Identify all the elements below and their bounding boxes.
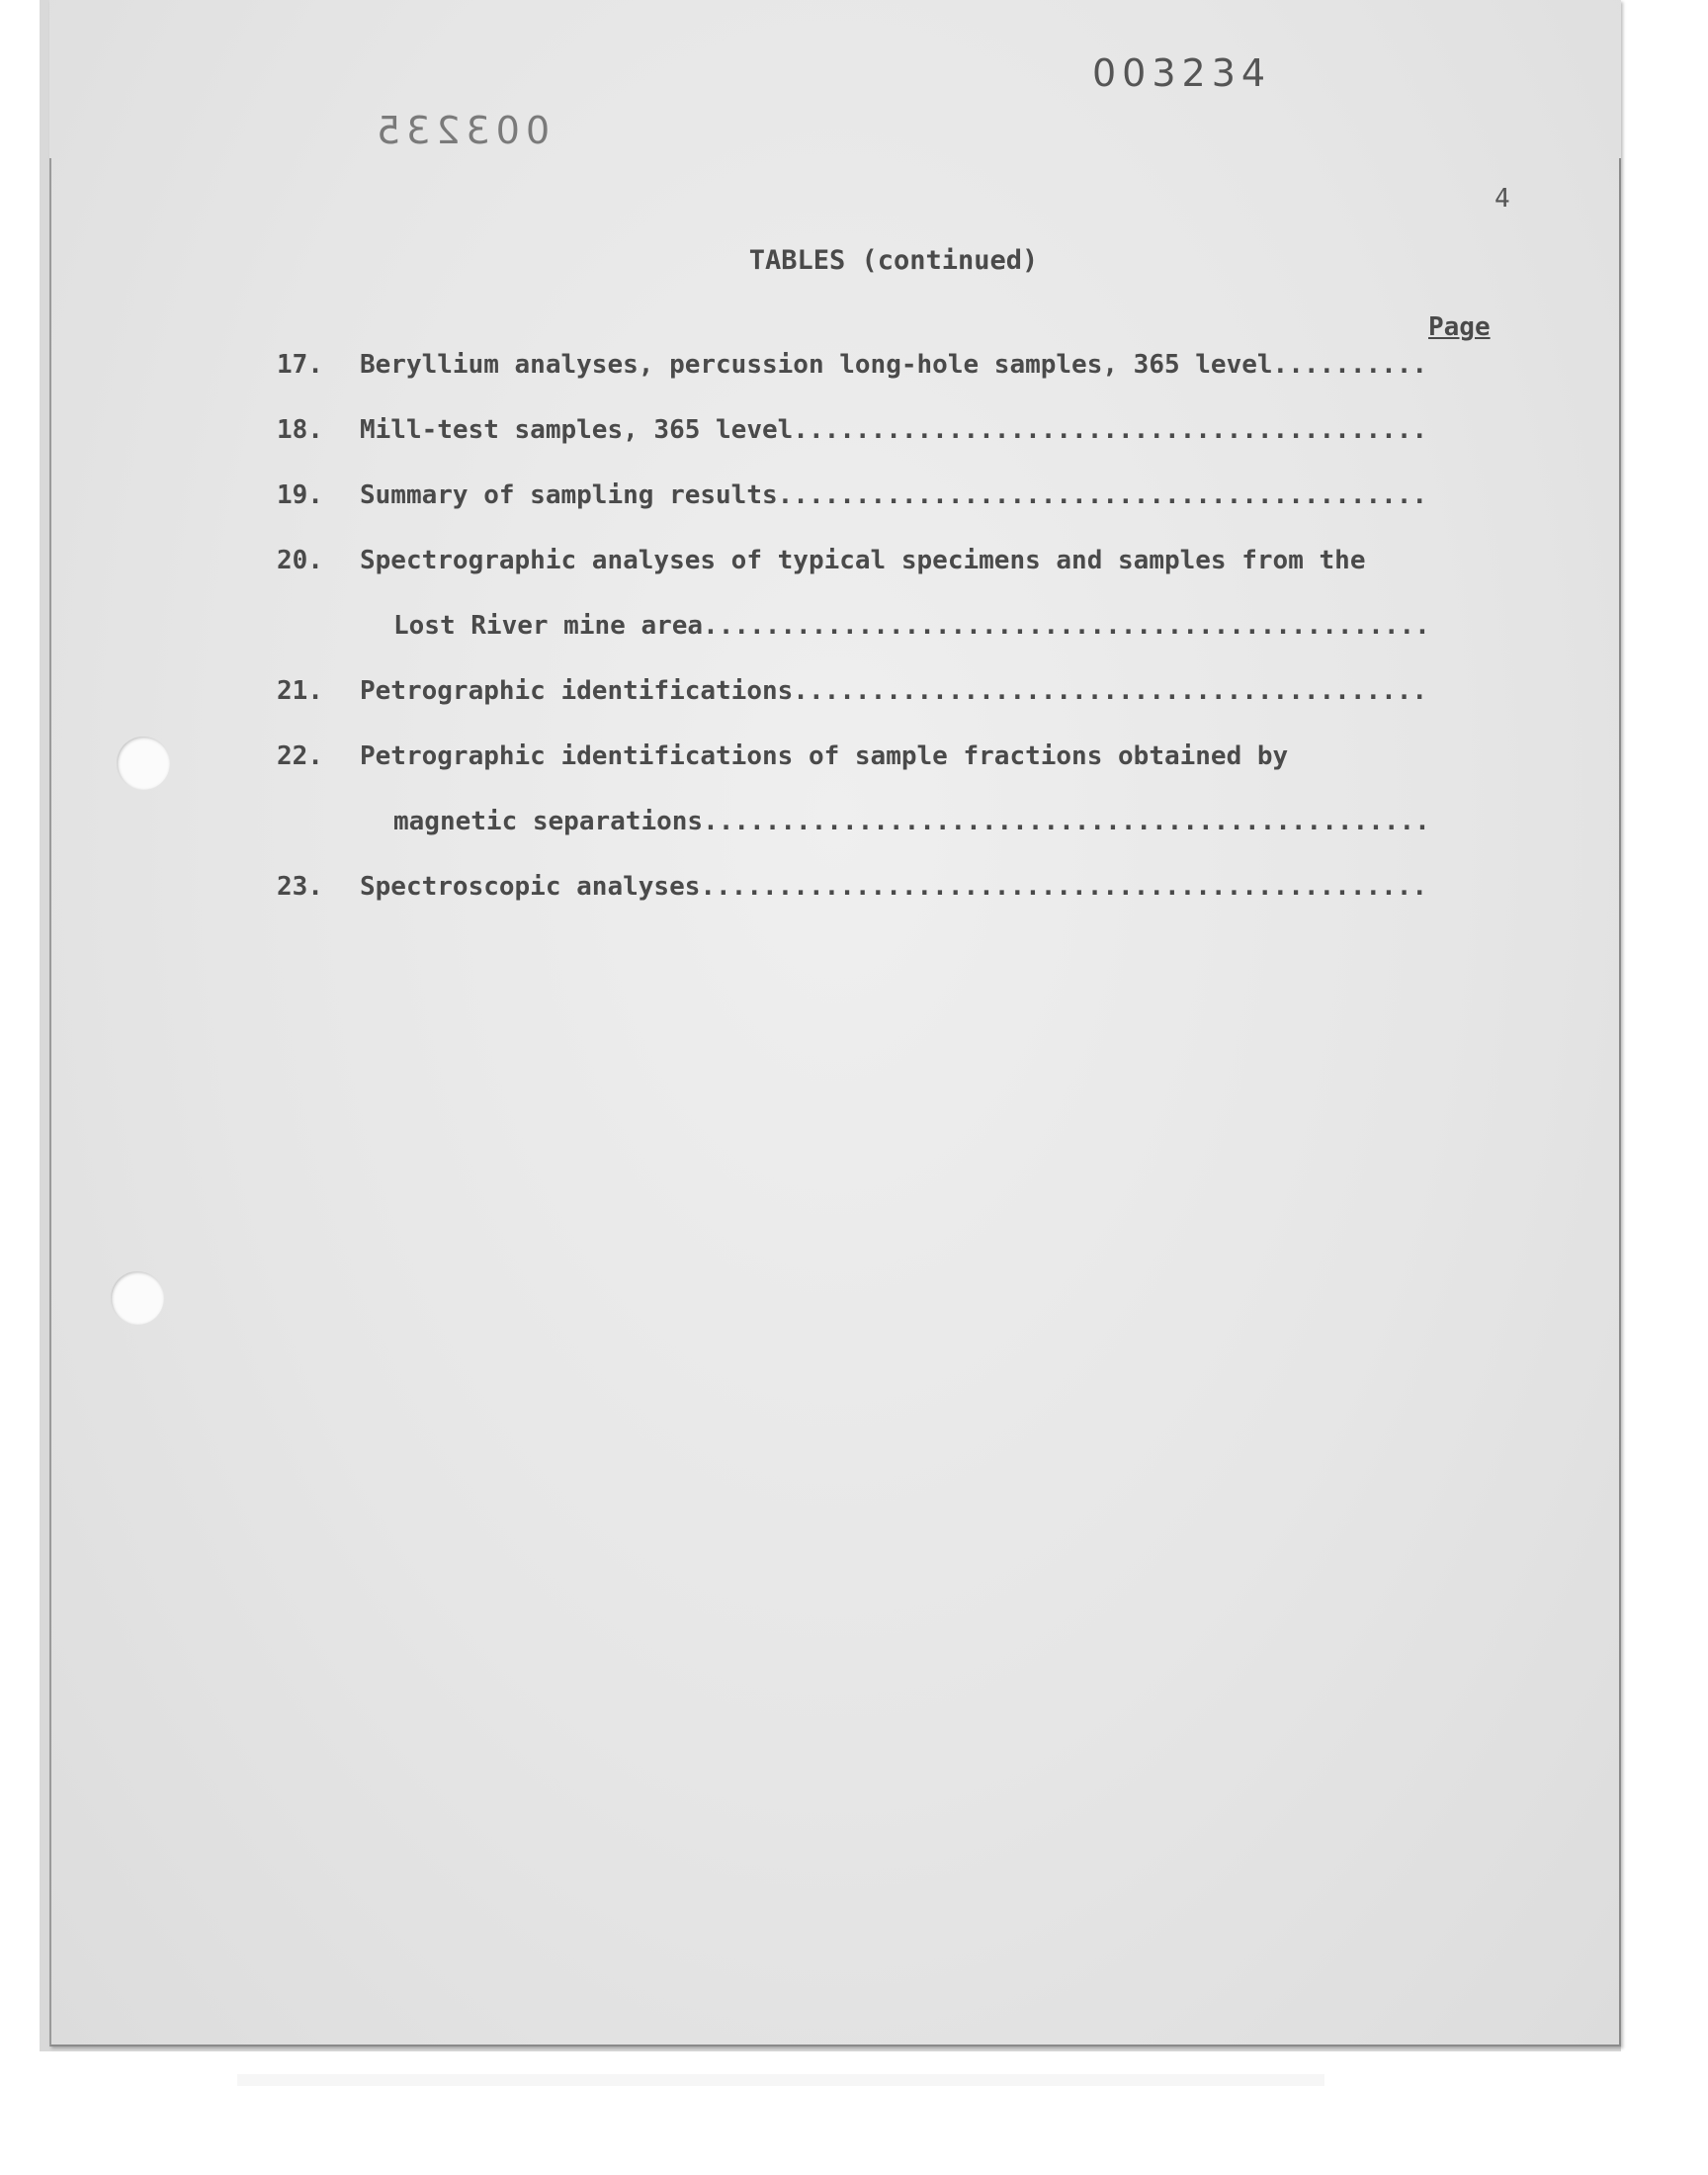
entry-line [360, 463, 1429, 528]
table-entry-20 [277, 528, 1429, 658]
page-number: 4 [1494, 184, 1510, 214]
punch-hole-top [117, 737, 170, 790]
entry-number: 17. [277, 350, 323, 380]
entry-title: Petrographic identifications [360, 676, 794, 706]
leader-dots [793, 397, 1429, 463]
entry-number: 19. [277, 480, 323, 510]
entry-title: Spectroscopic analyses [360, 872, 701, 902]
entry-title: Spectrographic analyses of typical specimens and samples from the [360, 546, 1366, 575]
entry-line [360, 724, 1429, 789]
entry-title: Beryllium analyses, percussion long-hole samples, 365 level [360, 350, 1273, 380]
entry-line [360, 397, 1429, 463]
leader-dots [703, 593, 1429, 658]
punch-hole-bottom [111, 1271, 164, 1325]
entry-title: Mill-test samples, 365 level [360, 415, 794, 445]
entry-number: 21. [277, 676, 323, 706]
entry-number: 23. [277, 872, 323, 902]
entry-line-continued [393, 593, 1429, 658]
entry-line [360, 332, 1429, 397]
table-entry-19 [277, 463, 1429, 528]
leader-dots [1273, 332, 1429, 397]
table-entry-18 [277, 397, 1429, 463]
entry-title: Summary of sampling results [360, 480, 778, 510]
entry-line [360, 854, 1429, 919]
entry-line-continued [393, 789, 1429, 854]
entry-line [360, 658, 1429, 724]
entry-number: 20. [277, 546, 323, 575]
table-entry-17 [277, 332, 1429, 397]
entry-number: 22. [277, 741, 323, 771]
entry-title-continued: Lost River mine area [393, 611, 704, 641]
entry-number: 18. [277, 415, 323, 445]
table-entry-22 [277, 724, 1429, 854]
leader-dots [700, 854, 1429, 919]
mirrored-document-number-stamp: 003235 [371, 109, 551, 152]
scan-bottom-margin [237, 2074, 1324, 2086]
document-number-stamp: 003234 [1092, 51, 1272, 95]
table-entry-21 [277, 658, 1429, 724]
table-entry-23 [277, 854, 1429, 919]
entry-title-continued: magnetic separations [393, 807, 704, 836]
leader-dots [703, 789, 1429, 854]
entry-line [360, 528, 1429, 593]
leader-dots [778, 463, 1429, 528]
entry-title: Petrographic identifications of sample fractions obtained by [360, 741, 1289, 771]
leader-dots [793, 658, 1429, 724]
page-title: TABLES (continued) [748, 245, 1039, 276]
page-column-label: Page [1428, 312, 1491, 342]
